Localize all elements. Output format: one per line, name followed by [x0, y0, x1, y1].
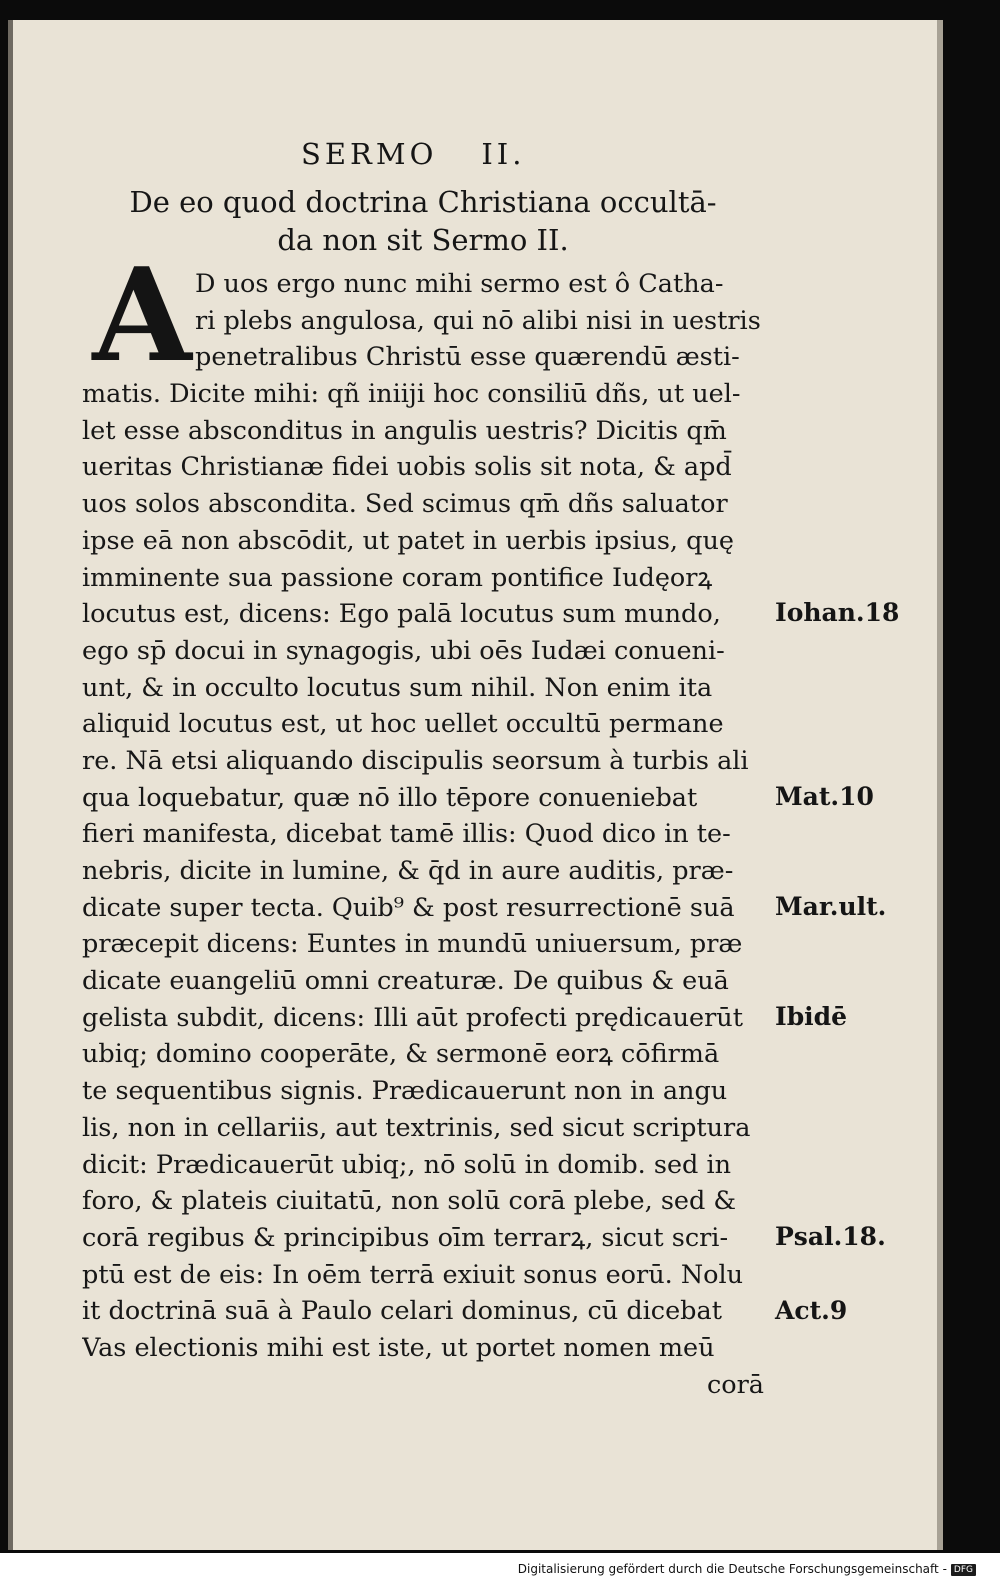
text-line: ueritas Christianæ fidei uobis solis sit nota, & apd̄ — [82, 452, 732, 483]
book-page — [8, 20, 943, 1550]
title-line-1: De eo quod doctrina Christiana occultā- — [129, 185, 717, 219]
margin-note: Iohan.18 — [775, 598, 900, 628]
margin-note: Mar.ult. — [775, 891, 887, 921]
text-line: matis. Dicite mihi: qñ iniiji hoc consiliū dñs, ut uel- — [82, 379, 741, 410]
header-title: SERMO — [301, 137, 438, 171]
sermon-title — [73, 183, 773, 259]
text-line: locutus est, dicens: Ego palā locutus sum mundo, — [82, 599, 721, 630]
text-line: præcepit dicens: Euntes in mundū uniuersum, præ — [82, 929, 743, 960]
margin-note: Act.9 — [775, 1295, 848, 1325]
text-line: te sequentibus signis. Prædicauerunt non in angu — [82, 1076, 728, 1107]
digitization-credit — [518, 1562, 976, 1576]
title-line-2: da non sit Sermo II. — [277, 223, 569, 257]
text-line: D uos ergo nunc mihi sermo est ô Catha- — [195, 269, 724, 299]
text-line: fieri manifesta, dicebat tamē illis: Quod dico in te- — [82, 819, 731, 850]
margin-note: Ibidē — [775, 1002, 848, 1031]
text-line: ipse eā non abscōdit, ut patet in uerbis ipsius, quę — [82, 525, 734, 556]
text-line: imminente sua passione coram pontifice Iudęorꝝ — [82, 562, 713, 593]
text-line: re. Nā etsi aliquando discipulis seorsum à turbis ali — [82, 745, 749, 776]
text-line: lis, non in cellariis, aut textrinis, sed sicut scriptura — [82, 1112, 751, 1143]
text-line: foro, & plateis ciuitatū, non solū corā plebe, sed & — [82, 1186, 737, 1217]
dfg-logo: DFG — [951, 1564, 976, 1576]
text-line: penetralibus Christū esse quærendū æsti- — [195, 342, 740, 373]
text-line: ego sp̄ docui in synagogis, ubi oēs Iudæi conueni- — [82, 635, 725, 666]
credit-text: Digitalisierung gefördert durch die Deutsche Forschungsgemeinschaft - — [517, 1562, 947, 1576]
header-number: II. — [481, 137, 526, 171]
text-line: aliquid locutus est, ut hoc uellet occultū permane — [82, 709, 724, 740]
text-line: dicate euangeliū omni creaturæ. De quibus & euā — [82, 966, 729, 997]
dropcap-glyph: A — [92, 260, 192, 372]
text-line: qua loquebatur, quæ nō illo tēpore conueniebat — [82, 782, 698, 813]
text-line: unt, & in occulto locutus sum nihil. Non enim ita — [82, 672, 713, 703]
text-line: Vas electionis mihi est iste, ut portet nomen meū — [82, 1332, 715, 1363]
running-header — [301, 137, 569, 171]
text-line: ubiq; domino cooperāte, & sermonē eorꝝ cōfirmā — [82, 1039, 720, 1070]
text-line: let esse absconditus in angulis uestris? Dicitis qm̄ — [82, 415, 727, 446]
text-line: nebris, dicite in lumine, & q̄d in aure auditis, præ- — [82, 856, 734, 886]
body-text — [82, 266, 772, 1403]
text-line: gelista subdit, dicens: Illi aūt profecti prędicauerūt — [82, 1002, 743, 1033]
margin-note: Mat.10 — [775, 781, 874, 811]
catchword: corā — [706, 1369, 764, 1400]
text-line: ri plebs angulosa, qui nō alibi nisi in uestris — [195, 305, 761, 336]
text-line: uos solos abscondita. Sed scimus qm̄ dñs saluator — [82, 489, 728, 520]
text-line: dicit: Prædicauerūt ubiq;, nō solū in domib. sed in — [82, 1149, 732, 1180]
text-line: it doctrinā suā à Paulo celari dominus, cū dicebat — [82, 1296, 722, 1327]
text-line: ptū est de eis: In oēm terrā exiuit sonus eorū. Nolu — [82, 1259, 744, 1290]
text-line: corā regibus & principibus oīm terrarꝝ, sicut scri- — [82, 1222, 729, 1253]
text-line: dicate super tecta. Quib⁹ & post resurrectionē suā — [82, 892, 735, 923]
margin-note: Psal.18. — [775, 1222, 886, 1252]
